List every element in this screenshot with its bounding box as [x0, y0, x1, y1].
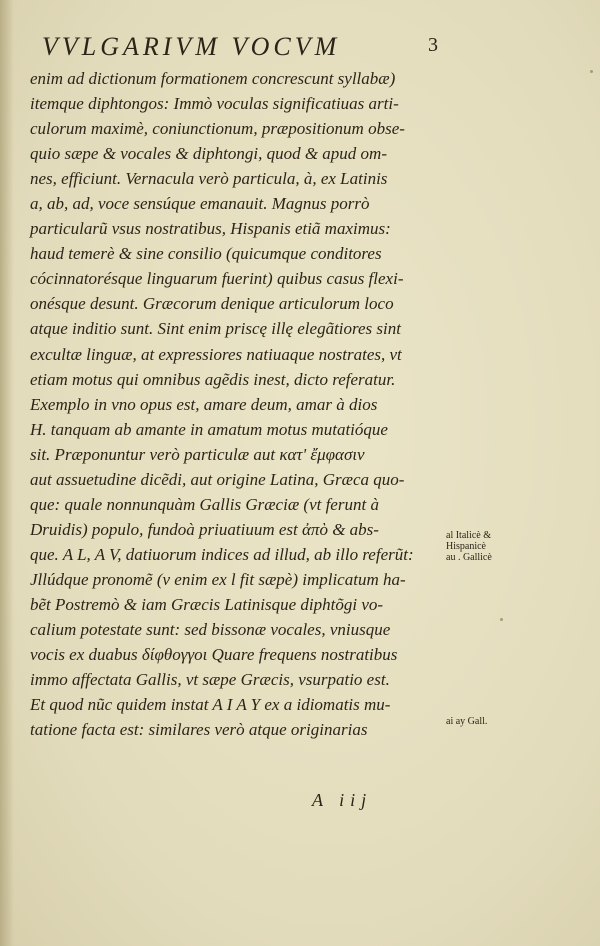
page-header — [42, 32, 562, 66]
text-line-6: a, ab, ad, voce sensúque emanauit. Magnus porrò — [30, 194, 370, 214]
body-text — [30, 66, 450, 742]
paper-speck — [590, 70, 593, 73]
margin-note-line: au . Gallicè — [446, 552, 492, 563]
text-line-17: aut assuetudine dicẽdi, aut origine Latina, Græca quo- — [30, 469, 405, 489]
text-line-3: culorum maximè, coniunctionum, præpositionum obse- — [30, 119, 405, 139]
text-line-24: vocis ex duabus δίφθογγοι Quare frequens nostratibus — [30, 645, 398, 665]
text-line-12: excultæ linguæ, at expressiores natiuaque nostrates, vt — [30, 344, 402, 364]
margin-note-italice — [446, 530, 492, 563]
text-line-7: particularũ vsus nostratibus, Hispanis etiã maximus: — [30, 219, 391, 239]
text-line-13: etiam motus qui omnibus agẽdis inest, dicto referatur. — [30, 369, 396, 389]
page-number: 3 — [428, 34, 438, 56]
margin-note-gallice: ai ay Gall. — [446, 716, 488, 727]
margin-note-line: al Italicè & — [446, 530, 491, 541]
text-line-14: Exemplo in vno opus est, amare deum, amar à dios — [30, 394, 378, 414]
running-title: VVLGARIVM VOCVM — [42, 32, 341, 61]
text-line-21: Jllúdque pronomẽ (v enim ex l fit sæpè) implicatum ha- — [30, 569, 406, 589]
text-line-18: que: quale nonnunquàm Gallis Græciæ (vt ferunt à — [30, 494, 379, 514]
catchword-signature: A iij — [312, 790, 373, 810]
text-line-9: cócinnatorésque linguarum fuerint) quibus casus flexi- — [30, 269, 404, 289]
text-line-16: sit. Præponuntur verò particulæ aut κατ' ἔμφασιν — [30, 444, 365, 464]
text-line-23: calium potestate sunt: sed bissonæ vocales, vniusque — [30, 620, 391, 640]
paper-speck — [500, 618, 503, 621]
text-line-26: Et quod nũc quidem instat A I A Y ex a idiomatis mu- — [30, 695, 391, 715]
text-line-25: immo affectata Gallis, vt sæpe Græcis, vsurpatio est. — [30, 670, 390, 690]
text-line-20: que. A L, A V, datiuorum indices ad illud, ab illo referũt: — [30, 544, 414, 564]
text-line-15: H. tanquam ab amante in amatum motus mutatióque — [30, 419, 388, 439]
text-line-19: Druidis) populo, fundoà priuatiuum est ἀπὸ & abs- — [30, 519, 379, 539]
text-line-4: quio sæpe & vocales & diphtongi, quod & apud om- — [30, 144, 387, 164]
text-line-1: enim ad dictionum formationem concrescunt syllabæ) — [30, 69, 396, 88]
page-gutter-shadow — [0, 0, 14, 946]
text-line-2: itemque diphtongos: Immò voculas significatiuas arti- — [30, 94, 399, 114]
text-line-10: onésque desunt. Græcorum denique articulorum loco — [30, 294, 394, 314]
text-line-11: atque inditio sunt. Sint enim priscę illę elegãtiores sint — [30, 319, 401, 339]
margin-note-line: Hispanicè — [446, 541, 486, 552]
text-line-8: haud temerè & sine consilio (quicumque conditores — [30, 244, 382, 264]
text-line-22: bẽt Postremò & iam Græcis Latinisque diphtõgi vo- — [30, 594, 384, 614]
text-line-27: tatione facta est: similares verò atque originarias — [30, 720, 368, 740]
text-line-5: nes, efficiunt. Vernacula verò particula, à, ex Latinis — [30, 169, 388, 189]
